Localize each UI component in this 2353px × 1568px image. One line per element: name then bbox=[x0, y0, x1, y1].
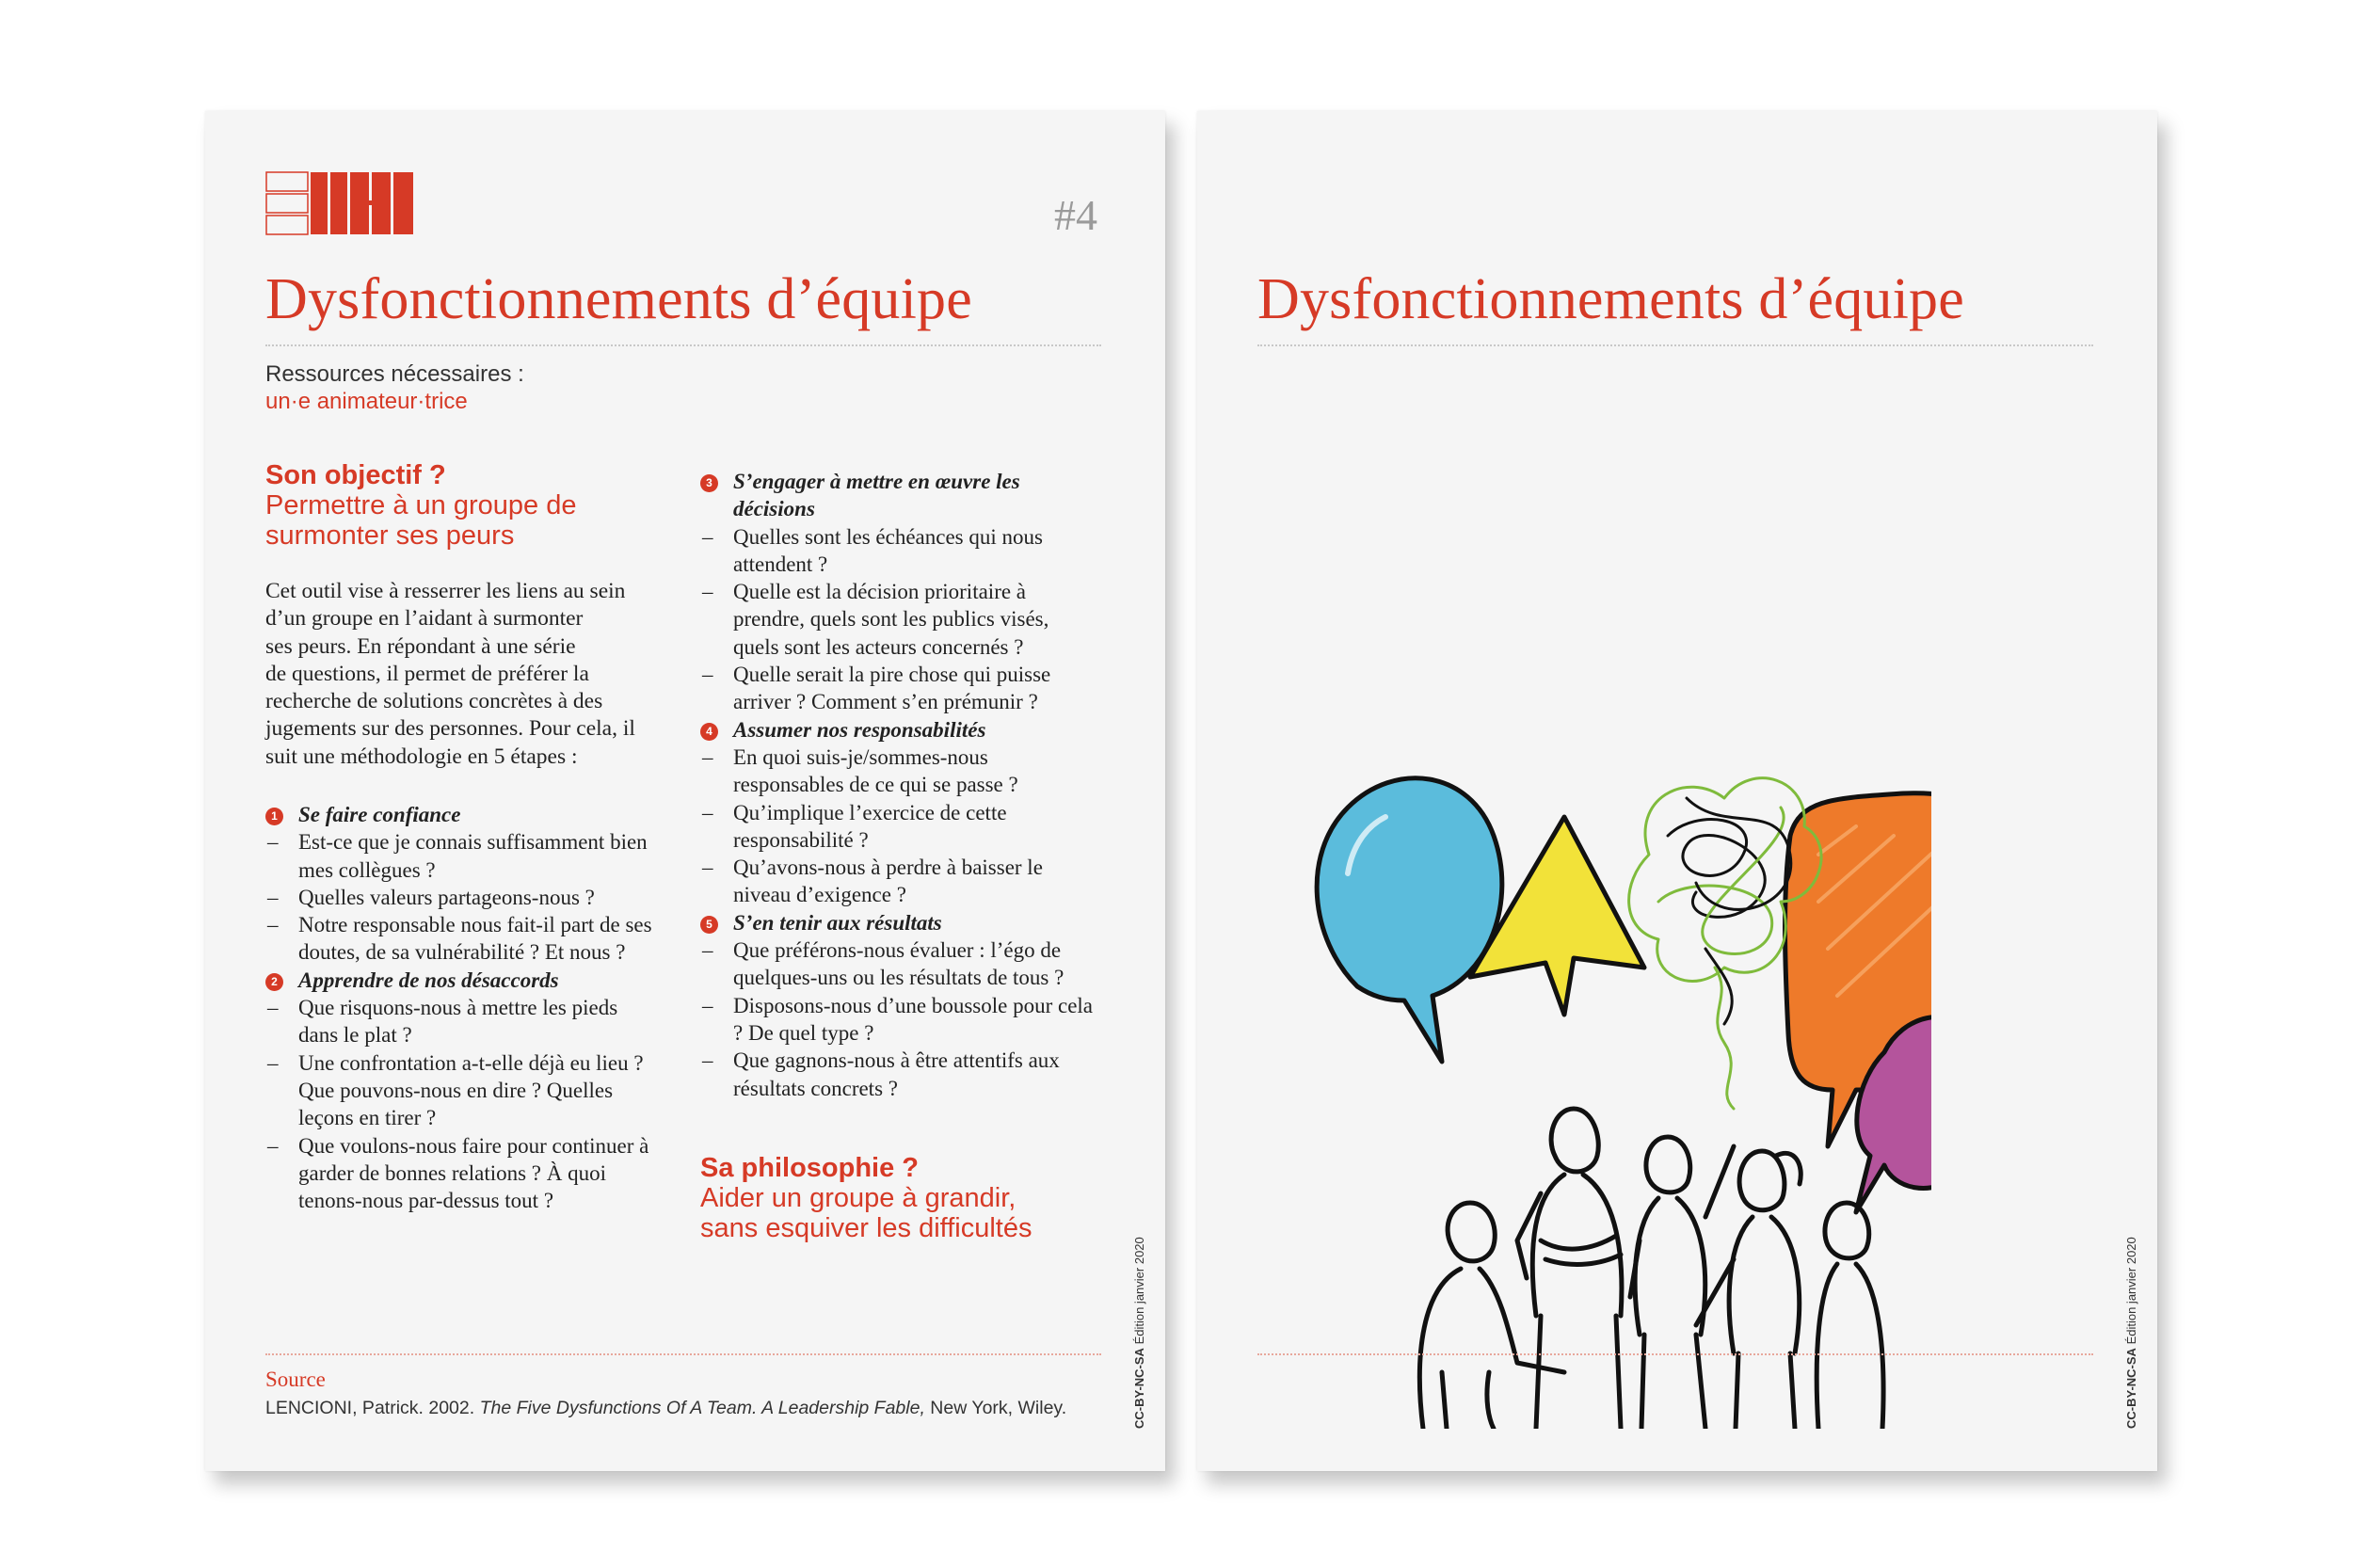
card-back bbox=[1197, 111, 2157, 1471]
title-divider bbox=[265, 344, 1101, 346]
step-number-badge: 5 bbox=[700, 916, 718, 934]
philosophy-line: Aider un groupe à grandir, bbox=[700, 1183, 1016, 1213]
intro-paragraph bbox=[265, 578, 689, 771]
step-question: – Que voulons-nous faire pour continuer à garder de bonnes relations ? À quoi tenons-nous par-dessus tout ? bbox=[265, 1132, 661, 1215]
objective-line: Permettre à un groupe de bbox=[265, 490, 577, 520]
intro-line: ses peurs. En répondant à une série bbox=[265, 633, 576, 659]
card-title: Dysfonctionnements d’équipe bbox=[1257, 267, 1964, 331]
philosophy-heading: Sa philosophie ? bbox=[700, 1153, 920, 1183]
step-question: – Qu’implique l’exercice de cette responsabilité ? bbox=[700, 799, 1096, 855]
intro-line: recherche de solutions concrètes à des bbox=[265, 689, 603, 714]
card-title: Dysfonctionnements d’équipe bbox=[265, 267, 972, 331]
step-question: – Disposons-nous d’une boussole pour cela ? De quel type ? bbox=[700, 992, 1096, 1048]
philosophy-section bbox=[700, 1153, 1114, 1243]
step-heading: 1 Se faire confiance bbox=[265, 801, 661, 828]
steps-column-left bbox=[265, 801, 661, 1214]
team-discussion-illustration bbox=[1291, 713, 1931, 1429]
brand-logo bbox=[265, 171, 444, 237]
step-question: – Une confrontation a-t-elle déjà eu lieu ? Que pouvons-nous en dire ? Quelles leçons en tirer ? bbox=[265, 1049, 661, 1132]
card-front bbox=[205, 111, 1165, 1471]
steps-column-right bbox=[700, 468, 1096, 1102]
license-edition: CC-BY-NC-SA Édition janvier 2020 bbox=[1132, 1237, 1146, 1429]
footer-divider bbox=[265, 1353, 1101, 1355]
step-number-badge: 2 bbox=[265, 973, 283, 991]
source-label: Source bbox=[265, 1368, 326, 1391]
intro-line: de questions, il permet de préférer la bbox=[265, 661, 589, 686]
step-number-badge: 1 bbox=[265, 808, 283, 825]
intro-line: suit une méthodologie en 5 étapes : bbox=[265, 744, 578, 769]
intro-line: Cet outil vise à resserrer les liens au sein bbox=[265, 579, 626, 603]
resources-value: un·e animateur·trice bbox=[265, 389, 468, 414]
step-heading: 2 Apprendre de nos désaccords bbox=[265, 967, 661, 994]
step-question: – Que risquons-nous à mettre les pieds dans le plat ? bbox=[265, 994, 661, 1049]
step-question: – Notre responsable nous fait-il part de ses doutes, de sa vulnérabilité ? Et nous ? bbox=[265, 911, 661, 967]
step-question: – Quelles sont les échéances qui nous attendent ? bbox=[700, 523, 1096, 579]
card-number: #4 bbox=[1054, 191, 1097, 239]
title-divider bbox=[1257, 344, 2093, 346]
philosophy-line: sans esquiver les difficultés bbox=[700, 1213, 1032, 1243]
footer-divider bbox=[1257, 1353, 2093, 1355]
step-heading: 4 Assumer nos responsabilités bbox=[700, 716, 1096, 744]
objective-heading: Son objectif ? bbox=[265, 460, 446, 490]
step-question: – Est-ce que je connais suffisamment bien mes collègues ? bbox=[265, 828, 661, 884]
step-heading: 5 S’en tenir aux résultats bbox=[700, 909, 1096, 936]
step-question: – Quelle est la décision prioritaire à prendre, quels sont les publics visés, quels sont les acteurs concernés ? bbox=[700, 578, 1096, 661]
step-question: – Que gagnons-nous à être attentifs aux résultats concrets ? bbox=[700, 1047, 1096, 1102]
step-number-badge: 4 bbox=[700, 723, 718, 741]
step-question: – Que préférons-nous évaluer : l’égo de quelques-uns ou les résultats de tous ? bbox=[700, 936, 1096, 992]
step-number-badge: 3 bbox=[700, 474, 718, 492]
step-question: – Quelle serait la pire chose qui puisse arriver ? Comment s’en prémunir ? bbox=[700, 661, 1096, 716]
step-heading: 3 S’engager à mettre en œuvre les décisions bbox=[700, 468, 1096, 523]
license-edition: CC-BY-NC-SA Édition janvier 2020 bbox=[2124, 1237, 2138, 1429]
step-question: – Quelles valeurs partageons-nous ? bbox=[265, 884, 661, 911]
intro-line: jugements sur des personnes. Pour cela, il bbox=[265, 716, 635, 742]
step-question: – En quoi suis-je/sommes-nous responsables de ce qui se passe ? bbox=[700, 744, 1096, 799]
resources-label: Ressources nécessaires : bbox=[265, 361, 524, 387]
step-question: – Qu’avons-nous à perdre à baisser le niveau d’exigence ? bbox=[700, 854, 1096, 909]
objective-line: surmonter ses peurs bbox=[265, 520, 515, 551]
objective-section bbox=[265, 460, 680, 551]
source-reference: LENCIONI, Patrick. 2002. The Five Dysfunctions Of A Team. A Leadership Fable, New York, Wiley. bbox=[265, 1398, 1067, 1418]
intro-line: d’un groupe en l’aidant à surmonter bbox=[265, 606, 584, 632]
